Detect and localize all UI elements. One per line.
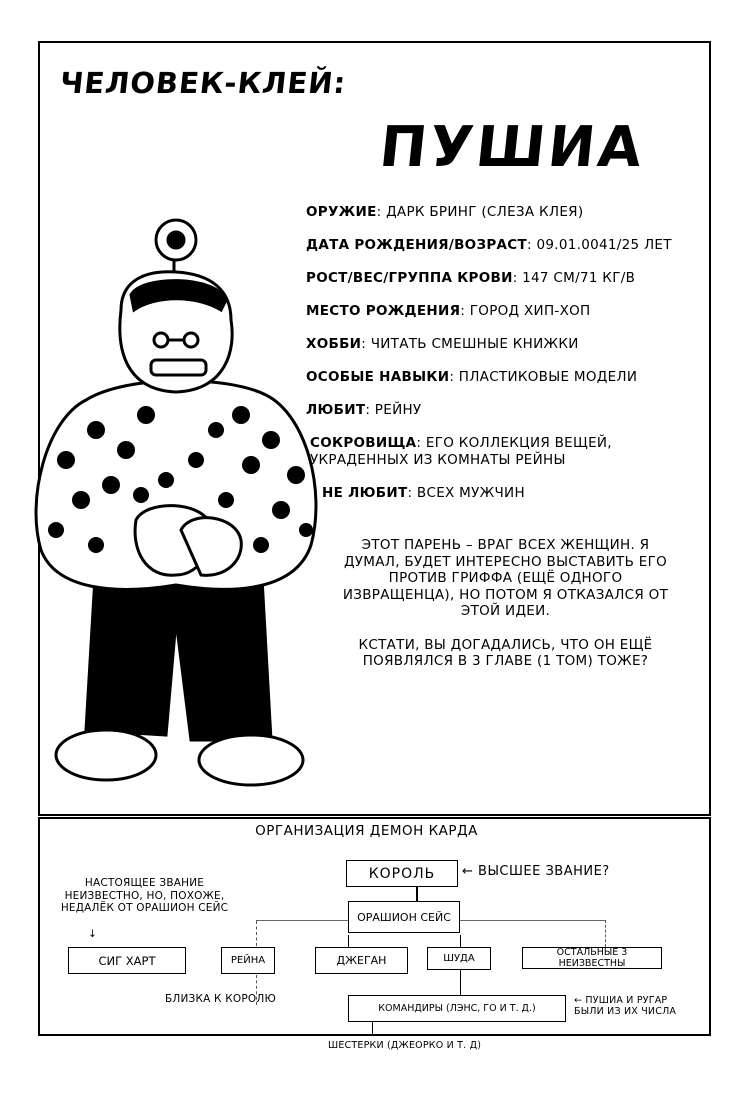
connector xyxy=(460,935,461,947)
title-line-2: ПУШИА xyxy=(376,115,648,180)
sieg-note: НАСТОЯЩЕЕ ЗВАНИЕ НЕИЗВЕСТНО, НО, ПОХОЖЕ, НЕДАЛЁК ОТ ОРАШИОН СЕЙС xyxy=(60,877,229,914)
org-jegan: ДЖЕГАН xyxy=(315,947,408,974)
fact-treasure: СОКРОВИЩА: ЕГО КОЛЛЕКЦИЯ ВЕЩЕЙ, УКРАДЕННЫХ ИЗ КОМНАТЫ РЕЙНЫ xyxy=(310,435,612,468)
fact-hobby: ХОББИ: ЧИТАТЬ СМЕШНЫЕ КНИЖКИ xyxy=(306,336,579,352)
fact-birthdate: ДАТА РОЖДЕНИЯ/ВОЗРАСТ: 09.01.0041/25 ЛЕТ xyxy=(306,237,672,253)
reina-note: БЛИЗКА К КОРОЛЮ xyxy=(165,993,276,1005)
note-paragraph-1: ЭТОТ ПАРЕНЬ – ВРАГ ВСЕХ ЖЕНЩИН. Я ДУМАЛ, БУДЕТ ИНТЕРЕСНО ВЫСТАВИТЬ ЕГО ПРОТИВ ГРИФФА (ЕЩЁ ОДНОГО ИЗВРАЩЕНЦА), НО ПОТОМ Я ОТКАЗАЛСЯ ОТ ЭТОЙ ИДЕИ. xyxy=(342,537,669,619)
fact-height-weight: РОСТ/ВЕС/ГРУППА КРОВИ: 147 СМ/71 КГ/В xyxy=(306,270,636,286)
commanders-note: ← ПУШИА И РУГАР БЫЛИ ИЗ ИХ ЧИСЛА xyxy=(574,995,677,1017)
fact-weapon: ОРУЖИЕ: ДАРК БРИНГ (СЛЕЗА КЛЕЯ) xyxy=(306,204,584,220)
fact-birthplace: МЕСТО РОЖДЕНИЯ: ГОРОД ХИП-ХОП xyxy=(306,303,591,319)
org-sieg-hart: СИГ ХАРТ xyxy=(68,947,186,974)
author-note xyxy=(333,537,678,687)
note-paragraph-2: КСТАТИ, ВЫ ДОГАДАЛИСЬ, ЧТО ОН ЕЩЁ ПОЯВЛЯЛСЯ В 3 ГЛАВЕ (1 ТОМ) ТОЖЕ? xyxy=(358,636,653,669)
connector xyxy=(348,935,349,947)
connector xyxy=(372,1022,373,1034)
fact-likes: ЛЮБИТ: РЕЙНУ xyxy=(306,402,422,418)
connector xyxy=(460,970,461,995)
org-commanders: КОМАНДИРЫ (ЛЭНС, ГО И Т. Д.) xyxy=(348,995,566,1022)
org-reina: РЕЙНА xyxy=(221,947,275,974)
character-illustration xyxy=(26,200,326,800)
connector xyxy=(605,920,606,947)
title-line-1: ЧЕЛОВЕК-КЛЕЙ: xyxy=(58,66,348,100)
connector xyxy=(256,921,257,946)
connector xyxy=(416,887,418,901)
sieg-arrow: ↓ xyxy=(88,928,97,940)
org-oracion-seis: ОРАШИОН СЕЙС xyxy=(348,901,460,933)
org-grunts: ШЕСТЕРКИ (ДЖЕОРКО И Т. Д) xyxy=(328,1040,482,1051)
org-king: КОРОЛЬ xyxy=(346,860,458,887)
profile-facts xyxy=(306,204,706,518)
fact-dislikes: НЕ ЛЮБИТ: ВСЕХ МУЖЧИН xyxy=(322,485,525,501)
org-shuda: ШУДА xyxy=(427,947,491,970)
fact-skills: ОСОБЫЕ НАВЫКИ: ПЛАСТИКОВЫЕ МОДЕЛИ xyxy=(306,369,638,385)
org-chart-title: ОРГАНИЗАЦИЯ ДЕМОН КАРДА xyxy=(255,823,478,839)
king-note: ← ВЫСШЕЕ ЗВАНИЕ? xyxy=(462,864,610,879)
org-others: ОСТАЛЬНЫЕ 3 НЕИЗВЕСТНЫ xyxy=(522,947,662,969)
